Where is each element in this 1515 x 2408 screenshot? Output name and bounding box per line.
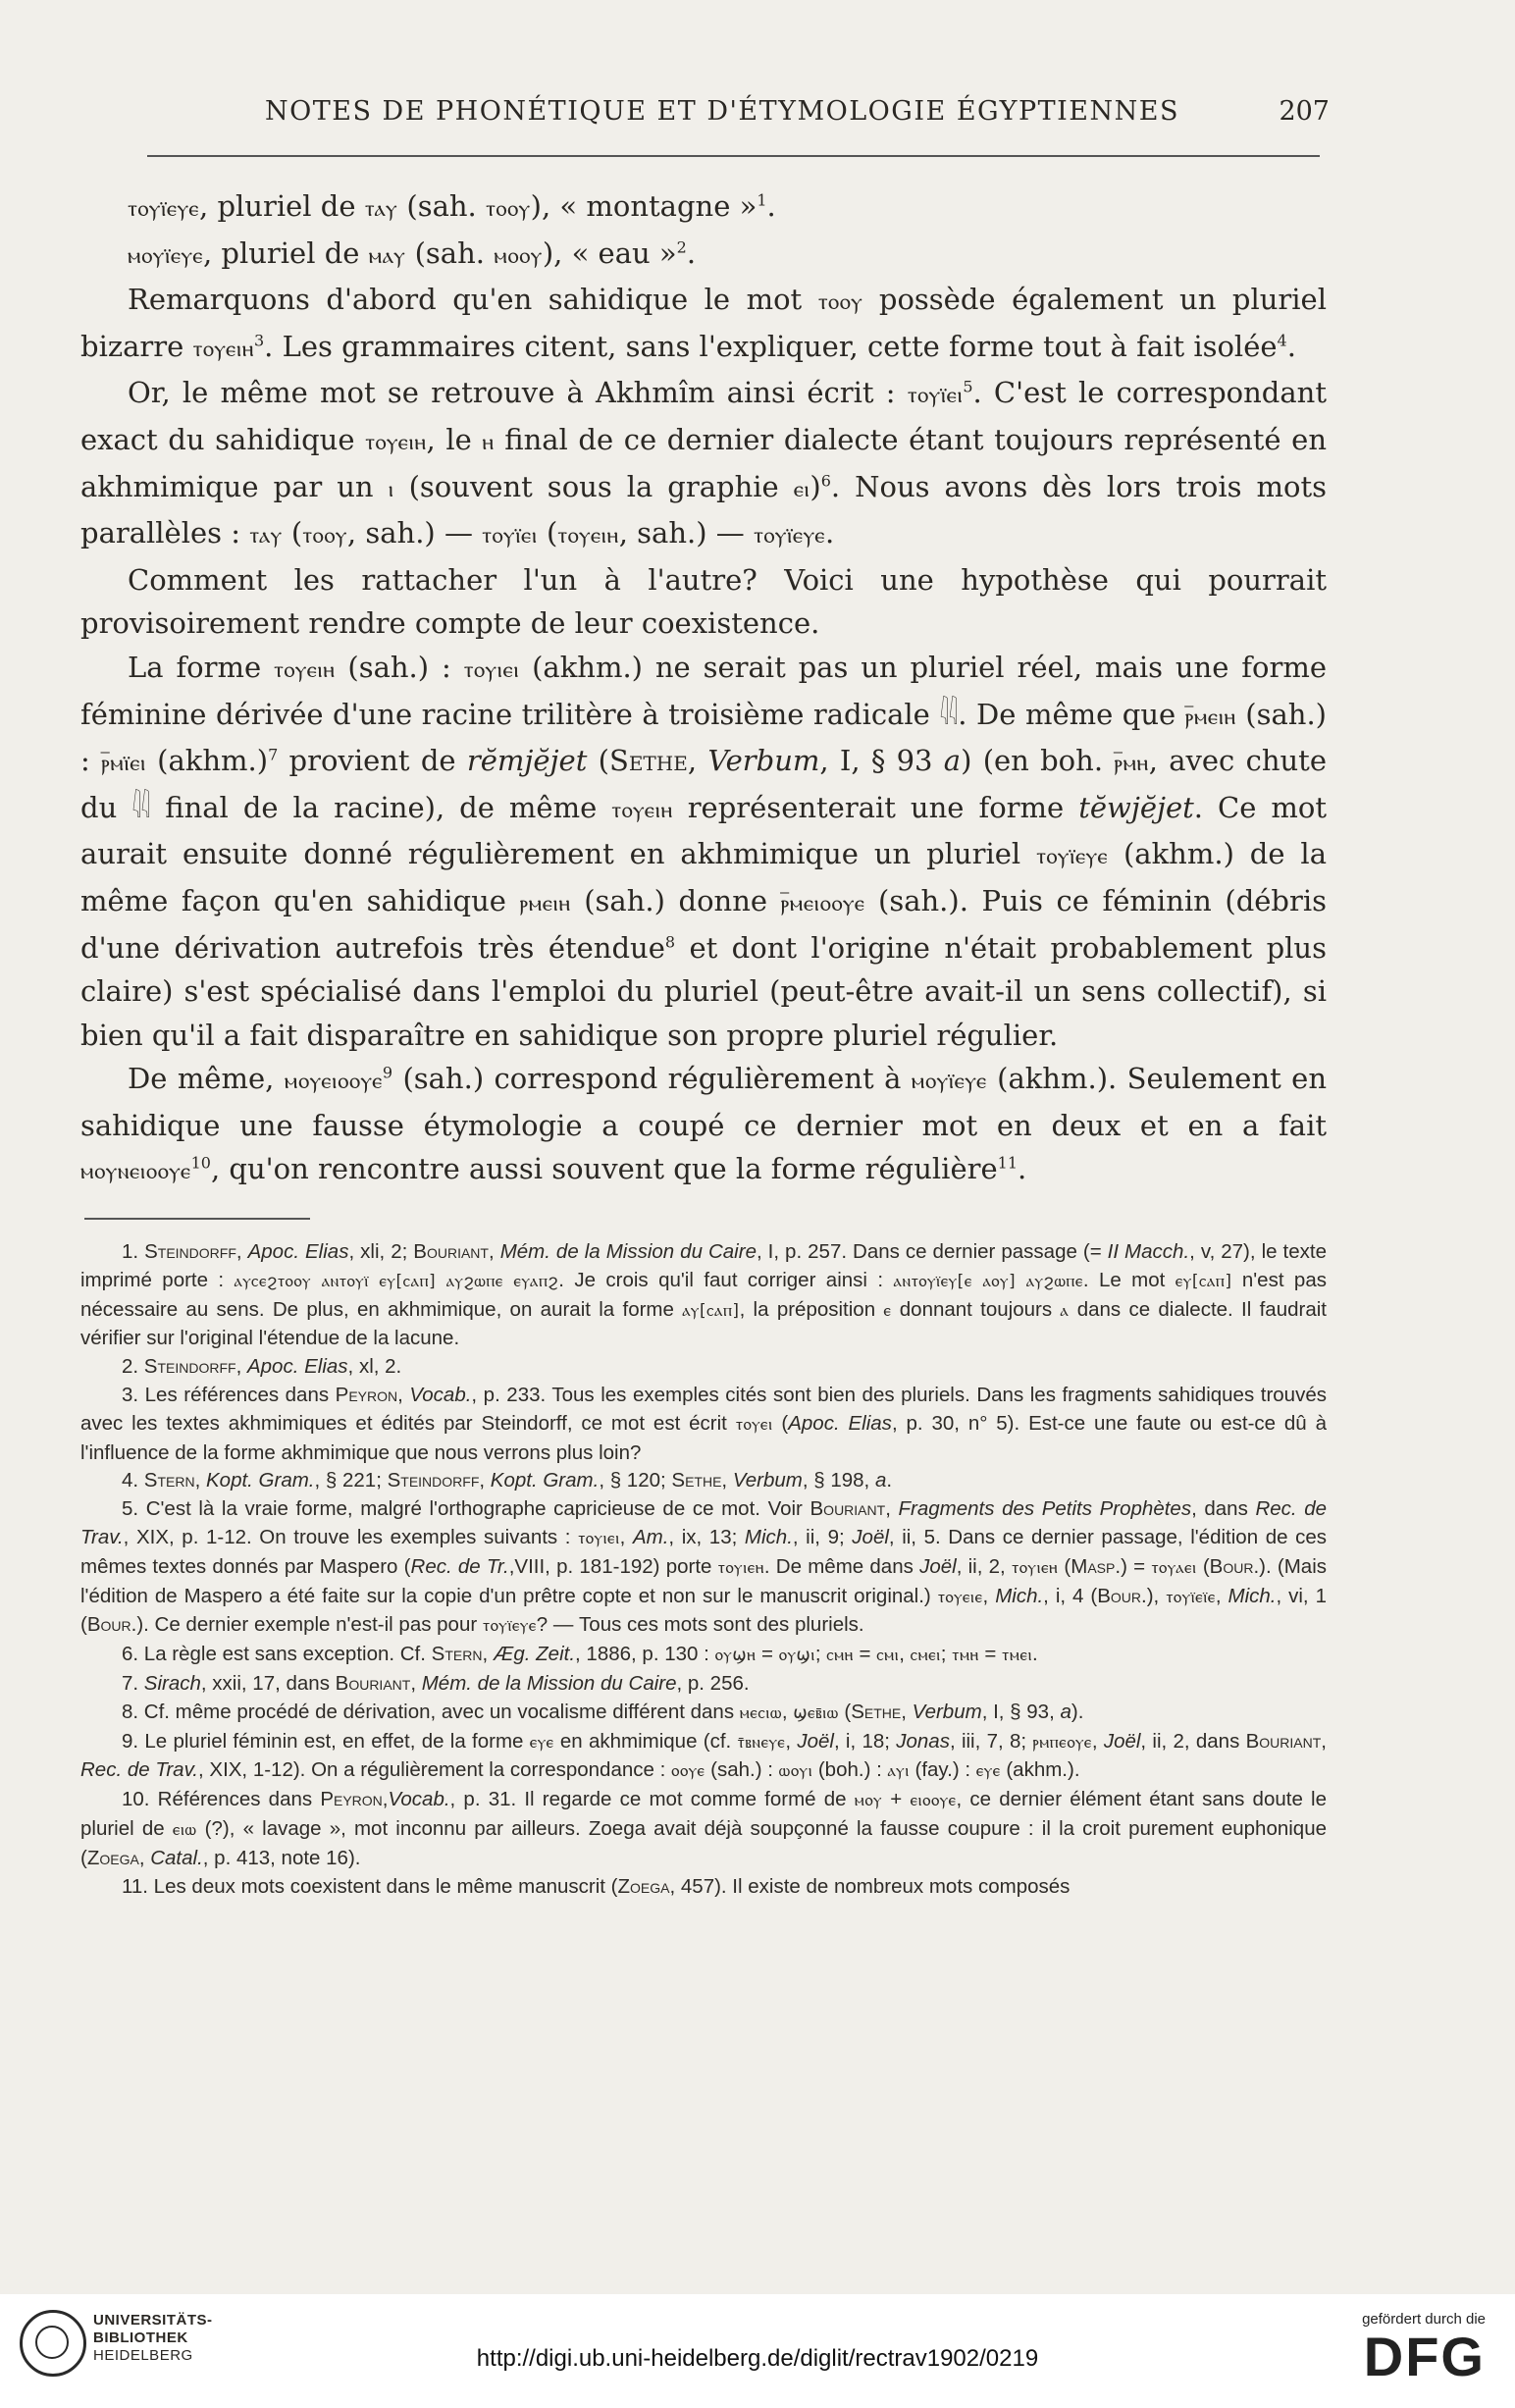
footnote: 9. Le pluriel féminin est, en effet, de la forme ⲉⲩⲉ en akhmimique (cf. ⲧ̄ⲃⲛⲉⲩⲉ, Joël, i, 18; Jonas, iii, 7, 8; ⲣⲙⲡⲉⲟⲩⲉ, Joël, ii, 2, dans Bouriant, Rec. de Trav., XIX, 1-12). On a régulièrement la correspondance : ⲟⲟⲩⲉ (sah.) : ⲱⲟⲩⲓ (boh.) : ⲁⲩⲓ (fay.) : ⲉⲩⲉ (akhm.).	[80, 1729, 1327, 1782]
footnote: 10. Références dans Peyron,Vocab., p. 31. Il regarde ce mot comme formé de ⲙⲟⲩ + ⲉⲓⲟⲟⲩⲉ, ce dernier élément étant sans doute le pluriel de ⲉⲓⲱ (?), « lavage », mot inconnu par ailleurs. Zoega avait déjà soupçonné la fausse coupure : il la croit purement euphonique (Zoega, Catal., p. 413, note 16).	[80, 1788, 1328, 1869]
footnote: 3. Les références dans Peyron, Vocab., p. 233. Tous les exemples cités sont bien des pluriels. Dans les fragments sahidiques trouvés avec les textes akhmimiques et édités par Steindorff, ce mot est écrit ⲧⲟⲩⲉⲓ (Apoc. Elias, p. 30, n° 5). Est-ce une faute ou est-ce dû à l'influence de la forme akhmimique que nous verrons plus loin?	[80, 1383, 1327, 1464]
running-title: NOTES DE PHONÉTIQUE ET D'ÉTYMOLOGIE ÉGYPTIENNES	[265, 96, 1179, 127]
logo-text-line2: BIBLIOTHEK	[93, 2329, 188, 2346]
source-url-link[interactable]: http://digi.ub.uni-heidelberg.de/diglit/rectrav1902/0219	[476, 2345, 1039, 2372]
paragraph: Comment les rattacher l'un à l'autre? Voici une hypothèse qui pourrait provisoirement rendre compte de leur coexistence.	[80, 562, 1327, 641]
paragraph: De même, ⲙⲟⲩⲉⲓⲟⲟⲩⲉ$^9$ (sah.) correspond régulièrement à ⲙⲟⲩⲓ̈ⲉⲩⲉ (akhm.). Seulement en sahidique une fausse étymologie a coupé ce dernier mot en deux et en a fait ⲙⲟⲩⲛⲉⲓⲟⲟⲩⲉ$^{10}$, qu'on rencontre aussi souvent que la forme régulière$^{11}$.	[80, 1062, 1328, 1186]
footnote: 1. Steindorff, Apoc. Elias, xli, 2; Bouriant, Mém. de la Mission du Caire, I, p. 257. Dans ce dernier passage (= II Macch., v, 27), le texte imprimé porte : ⲁⲩⲥⲉϩⲧⲟⲟⲩ ⲁⲛⲧⲟⲩⲓ̈ ⲉⲩ[ⲥⲁⲡ] ⲁⲩϩⲱⲡⲉ ⲉⲩⲁⲡϩ. Je crois qu'il faut corriger ainsi : ⲁⲛⲧⲟⲩⲓ̈ⲉⲩ[ⲉ ⲁⲟⲩ] ⲁⲩϩⲱⲡⲉ. Le mot ⲉⲩ[ⲥⲁⲡ] n'est pas nécessaire au sens. De plus, en akhmimique, on aurait la forme ⲁⲩ[ⲥⲁⲡ], la préposition ⲉ donnant toujours ⲁ dans ce dialecte. Il faudrait vérifier sur l'original l'étendue de la lacune.	[80, 1240, 1327, 1350]
footnote: 7. Sirach, xxii, 17, dans Bouriant, Mém. de la Mission du Caire, p. 256.	[122, 1671, 750, 1695]
footnote: 2. Steindorff, Apoc. Elias, xl, 2.	[122, 1355, 402, 1379]
paragraph: ⲙⲟⲩⲓ̈ⲉⲩⲉ, pluriel de ⲙⲁⲩ (sah. ⲙⲟⲟⲩ), « eau »$^2$.	[128, 236, 697, 270]
dfg-wordmark: DFG	[1363, 2326, 1486, 2387]
funded-by-text: gefördert durch die	[1362, 2311, 1486, 2328]
paragraph: Or, le même mot se retrouve à Akhmîm ainsi écrit : ⲧⲟⲩⲓ̈ⲉⲓ$^5$. C'est le correspondant exact du sahidique ⲧⲟⲩⲉⲓⲏ, le ⲏ final de ce dernier dialecte étant toujours représenté en akhmimique par un ⲓ (souvent sous la graphie ⲉⲓ)$^6$. Nous avons dès lors trois mots parallèles : ⲧⲁⲩ (ⲧⲟⲟⲩ, sah.) — ⲧⲟⲩⲓ̈ⲉⲓ (ⲧⲟⲩⲉⲓⲏ, sah.) — ⲧⲟⲩⲓ̈ⲉⲩⲉ.	[80, 376, 1327, 550]
footnote: 11. Les deux mots coexistent dans le même manuscrit (Zoega, 457). Il existe de nombreux mots composés	[122, 1874, 1071, 1898]
footnote: 6. La règle est sans exception. Cf. Stern, Æg. Zeit., 1886, p. 130 : ⲟⲩϣⲏ = ⲟⲩϣⲓ; ⲥⲙⲏ = ⲥⲙⲓ, ⲥⲙⲉⲓ; ⲧⲙⲏ = ⲧⲙⲉⲓ.	[122, 1643, 1038, 1666]
footnotes	[80, 1238, 1327, 1901]
paragraph: Remarquons d'abord qu'en sahidique le mot ⲧⲟⲟⲩ possède également un pluriel bizarre ⲧⲟⲩⲉⲓⲏ$^3$. Les grammaires citent, sans l'expliquer, cette forme tout à fait isolée$^4$.	[80, 283, 1327, 363]
page-number: 207	[1279, 96, 1330, 127]
dfg-logo[interactable]	[1299, 2311, 1486, 2386]
footnote-rule	[84, 1218, 310, 1220]
header-rule	[147, 155, 1320, 157]
main-text	[80, 184, 1327, 1194]
running-header	[147, 96, 1330, 135]
paragraph: ⲧⲟⲩⲓ̈ⲉⲩⲉ, pluriel de ⲧⲁⲩ (sah. ⲧⲟⲟⲩ), « montagne »$^1$.	[128, 189, 776, 223]
logo-text-line1: UNIVERSITÄTS-	[93, 2312, 213, 2329]
paragraph: La forme ⲧⲟⲩⲉⲓⲏ (sah.) : ⲧⲟⲩⲓⲉⲓ (akhm.) ne serait pas un pluriel réel, mais une forme féminine dérivée d'une racine trilitère à troisième radicale 𓇌. De même que ⲣ̅ⲙⲉⲓⲏ (sah.) : ⲣ̅ⲙⲓ̈ⲉⲓ (akhm.)$^7$ provient de rĕmjĕjet (Sethe, Verbum, I, § 93 a) (en boh. ⲣ̅ⲙⲏ, avec chute du 𓇌 final de la racine), de même ⲧⲟⲩⲉⲓⲏ représenterait une forme tĕwjĕjet. Ce mot aurait ensuite donné régulièrement en akhmimique un pluriel ⲧⲟⲩⲓ̈ⲉⲩⲉ (akhm.) de la même façon qu'en sahidique ⲣⲙⲉⲓⲏ (sah.) donne ⲣ̅ⲙⲉⲓⲟⲟⲩⲉ (sah.). Puis ce féminin (débris d'une dérivation autrefois très étendue$^8$ et dont l'origine n'était probablement plus claire) s'est spécialisé dans l'emploi du pluriel (peut-être avait-il un sens collectif), si bien qu'il a fait disparaître en sahidique son propre pluriel régulier.	[80, 650, 1328, 1052]
footnote: 4. Stern, Kopt. Gram., § 221; Steindorff, Kopt. Gram., § 120; Sethe, Verbum, § 198, a.	[122, 1469, 893, 1492]
footnote: 5. C'est là la vraie forme, malgré l'orthographe capricieuse de ce mot. Voir Bouriant, Fragments des Petits Prophètes, dans Rec. de Trav., XIX, p. 1-12. On trouve les exemples suivants : ⲧⲟⲩⲓⲉⲓ, Am., ix, 13; Mich., ii, 9; Joël, ii, 5. Dans ce dernier passage, l'édition de ces mêmes textes donnés par Maspero (Rec. de Tr.,VIII, p. 181-192) porte ⲧⲟⲩⲓⲉⲏ. De même dans Joël, ii, 2, ⲧⲟⲩⲓⲉⲏ (Masp.) = ⲧⲟⲩⲁⲉⲓ (Bour.). (Mais l'édition de Maspero a été faite sur la copie d'un prêtre copte et non sur le manuscrit original.) ⲧⲟⲩⲉⲓⲉ, Mich., i, 4 (Bour.), ⲧⲟⲩⲓ̈ⲉⲓ̈ⲉ, Mich., vi, 1 (Bour.). Ce dernier exemple n'est-il pas pour ⲧⲟⲩⲓ̈ⲉⲩⲉ? — Tous ces mots sont des pluriels.	[80, 1497, 1328, 1637]
footnote: 8. Cf. même procédé de dérivation, avec un vocalisme différent dans ⲙⲉⲥⲓⲱ, ϣⲉⲃ̄ⲓⲱ (Sethe, Verbum, I, § 93, a).	[122, 1700, 1084, 1723]
logo-text-line3: HEIDELBERG	[93, 2347, 193, 2364]
